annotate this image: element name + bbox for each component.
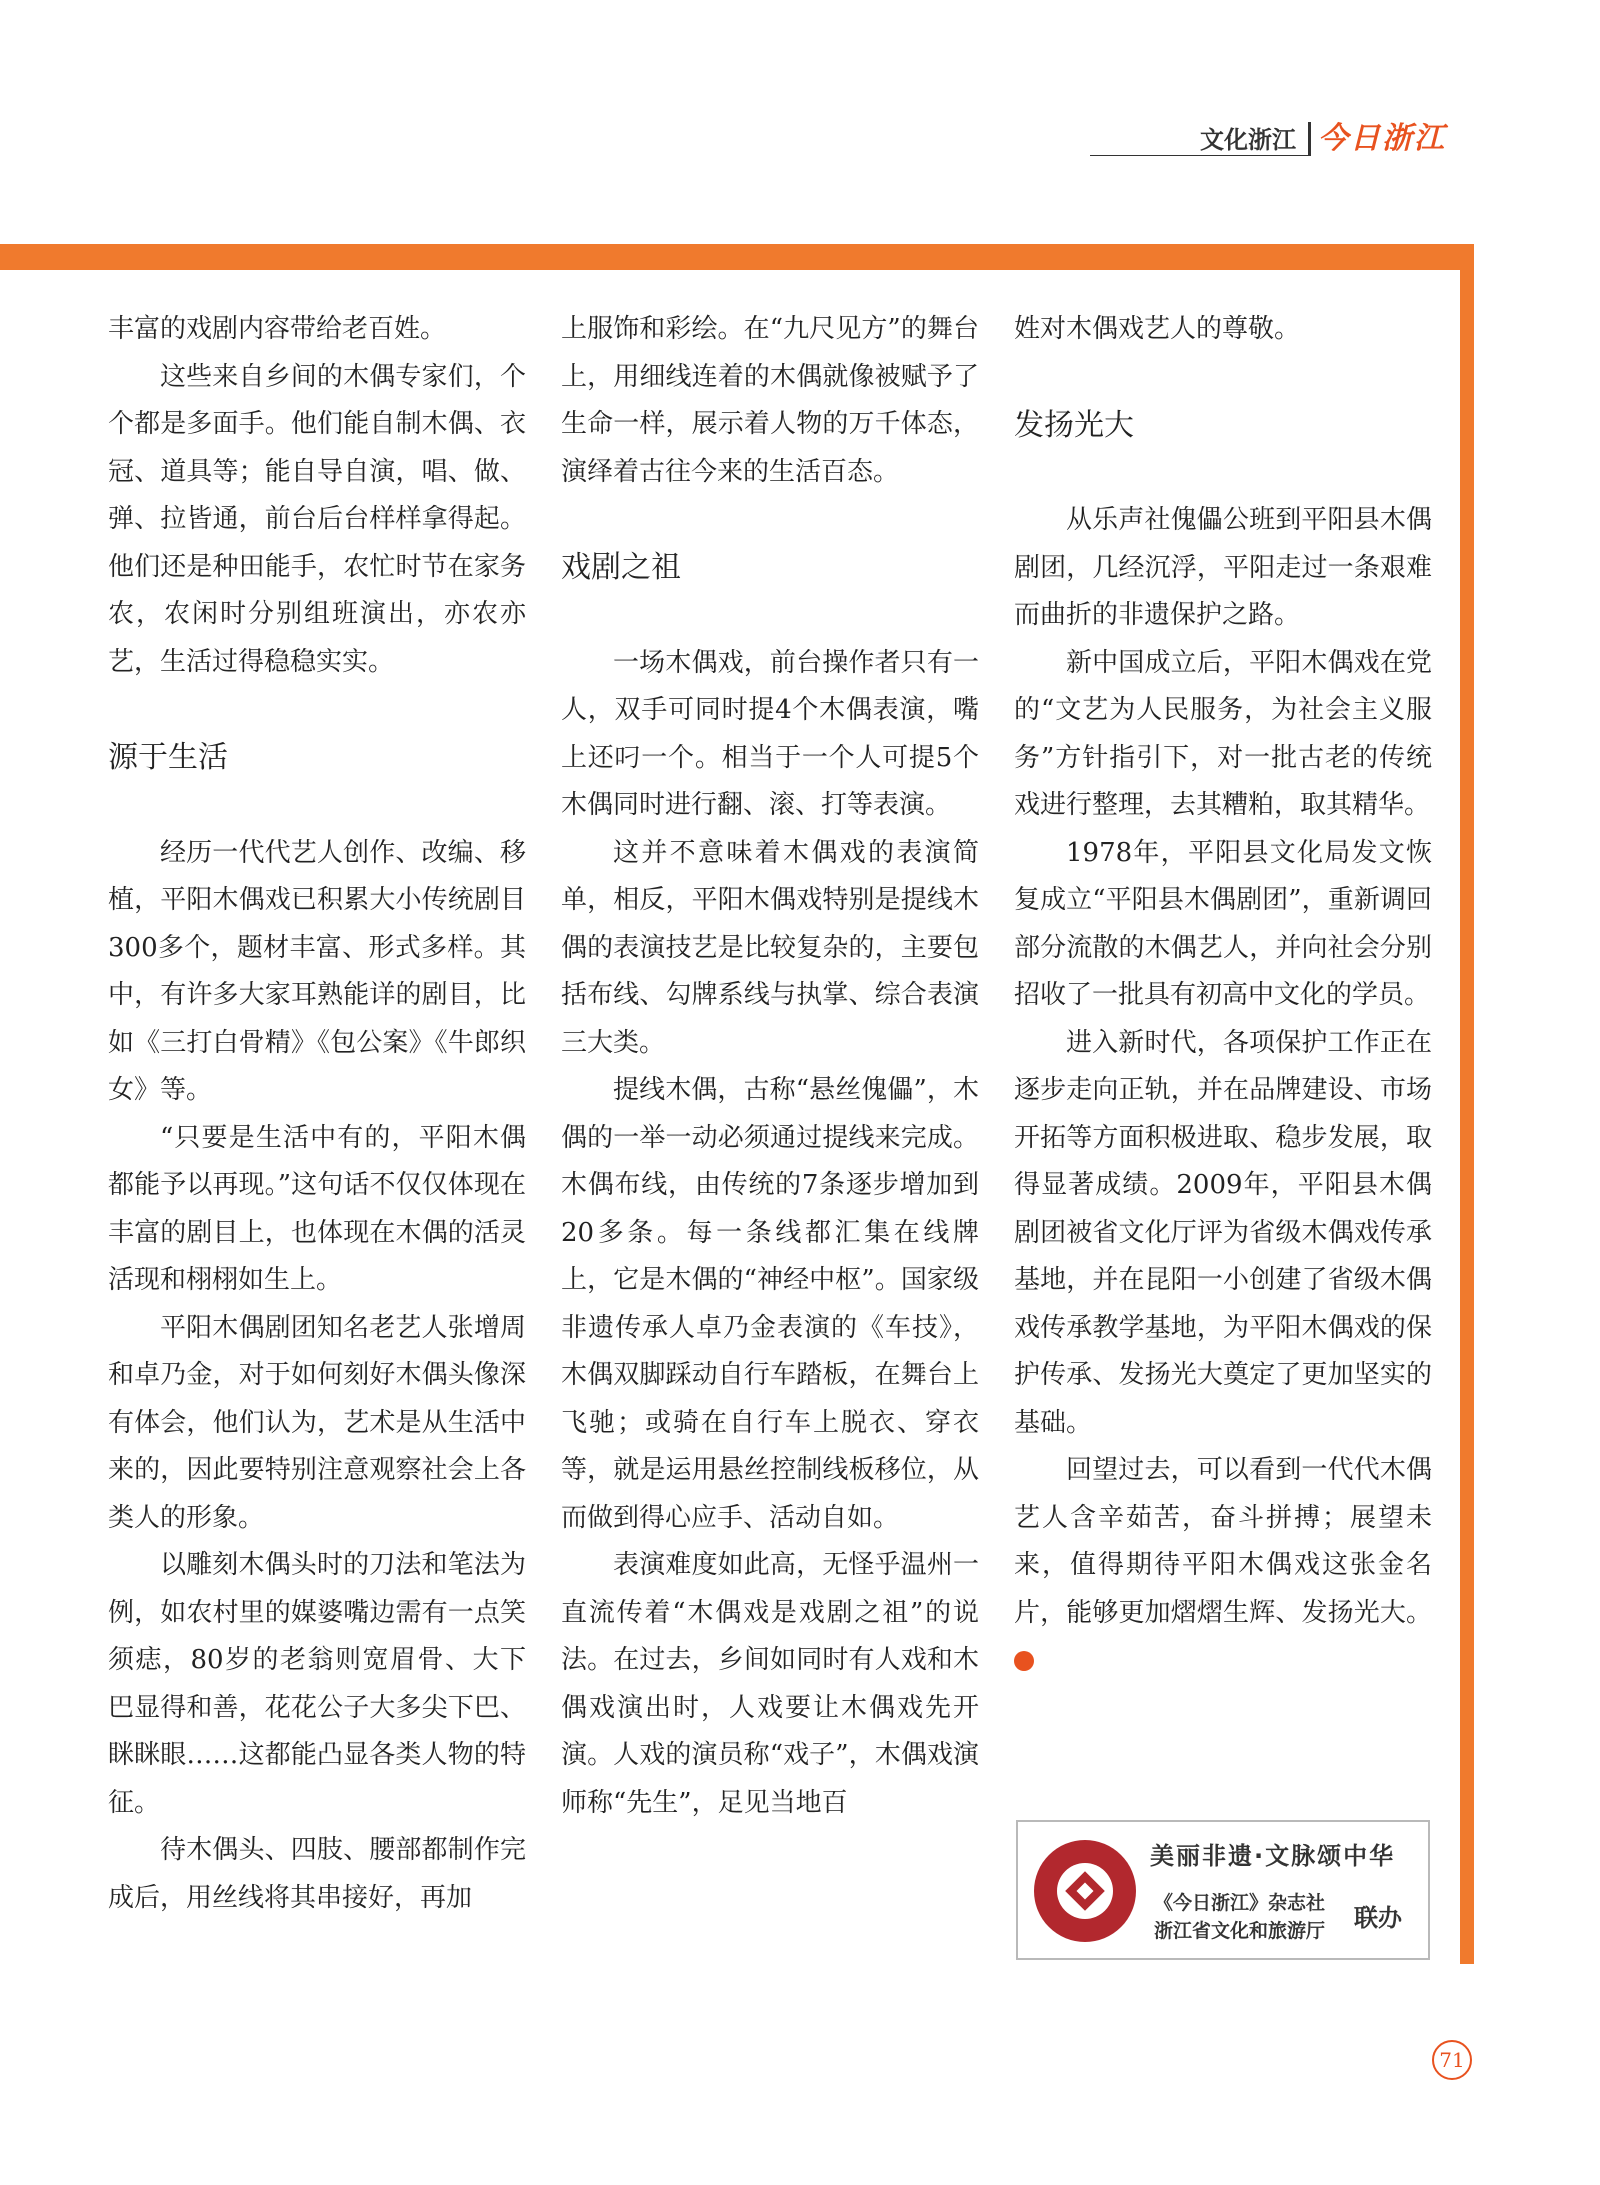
article-column-2 xyxy=(561,306,979,1827)
orange-side-band xyxy=(1460,244,1474,1964)
article-column-3 xyxy=(1014,306,1432,1685)
paragraph: 平阳木偶剧团知名老艺人张增周和卓乃金，对于如何刻好木偶头像深有体会，他们认为，艺术是从生活中来的，因此要特别注意观察社会上各类人的形象。 xyxy=(108,1312,526,1533)
sponsor-org-department: 浙江省文化和旅游厅 xyxy=(1154,1920,1326,1942)
paragraph: 丰富的戏剧内容带给老百姓。 xyxy=(108,314,447,344)
section-heading: 发扬光大 xyxy=(1014,407,1134,443)
paragraph: 待木偶头、四肢、腰部都制作完成后，用丝线将其串接好，再加 xyxy=(108,1835,526,1913)
paragraph: “只要是生活中有的，平阳木偶都能予以再现。”这句话不仅仅体现在丰富的剧目上，也体现在木偶的活灵活现和栩栩如生上。 xyxy=(108,1122,526,1295)
paragraph: 姓对木偶戏艺人的尊敬。 xyxy=(1014,314,1301,344)
paragraph: 一场木偶戏，前台操作者只有一人，双手可同时提4个木偶表演，嘴上还叼一个。相当于一个人可提5个木偶同时进行翻、滚、打等表演。 xyxy=(561,647,979,820)
sponsor-box xyxy=(1016,1820,1430,1960)
paragraph: 新中国成立后，平阳木偶戏在党的“文艺为人民服务，为社会主义服务”方针指引下，对一批古老的传统戏进行整理，去其糟粕，取其精华。 xyxy=(1014,647,1432,820)
paragraph: 从乐声社傀儡公班到平阳县木偶剧团，几经沉浮，平阳走过一条艰难而曲折的非遗保护之路。 xyxy=(1014,505,1432,630)
section-heading: 源于生活 xyxy=(108,740,228,775)
paragraph: 以雕刻木偶头时的刀法和笔法为例，如农村里的媒婆嘴边需有一点笑须痣，80岁的老翁则宽眉骨、大下巴显得和善，花花公子大多尖下巴、眯眯眼……这都能凸显各类人物的特征。 xyxy=(108,1550,526,1818)
paragraph: 1978年，平阳县文化局发文恢复成立“平阳县木偶剧团”，重新调回部分流散的木偶艺人，并向社会分别招收了一批具有初高中文化的学员。 xyxy=(1014,837,1432,1010)
paragraph xyxy=(1014,1447,1432,1685)
article-column-1 xyxy=(108,306,526,1922)
section-label: 文化浙江 xyxy=(1200,126,1296,154)
paragraph: 上服饰和彩绘。在“九尺见方”的舞台上，用细线连着的木偶就像被赋予了生命一样，展示着人物的万千体态，演绎着古往今来的生活百态。 xyxy=(561,314,979,487)
paragraph: 经历一代代艺人创作、改编、移植，平阳木偶戏已积累大小传统剧目300多个，题材丰富、形式多样。其中，有许多大家耳熟能详的剧目，比如《三打白骨精》《包公案》《牛郎织女》等。 xyxy=(108,837,526,1105)
magazine-logo: 今日浙江 xyxy=(1318,121,1446,156)
page-number: 71 xyxy=(1432,2040,1472,2080)
paragraph: 表演难度如此高，无怪乎温州一直流传着“木偶戏是戏剧之祖”的说法。在过去，乡间如同时有人戏和木偶戏演出时，人戏要让木偶戏先开演。人戏的演员称“戏子”，木偶戏演师称“先生”，足见当地百 xyxy=(561,1550,979,1818)
header-rule xyxy=(1090,155,1308,156)
sponsor-joint-label: 联办 xyxy=(1354,1904,1402,1932)
paragraph-text: 回望过去，可以看到一代代木偶艺人含辛茹苦，奋斗拼搏；展望未来，值得期待平阳木偶戏这张金名片，能够更加熠熠生辉、发扬光大。 xyxy=(1014,1455,1432,1628)
orange-top-band xyxy=(0,244,1474,270)
sponsor-org-magazine: 《今日浙江》杂志社 xyxy=(1154,1892,1326,1914)
sponsor-slogan: 美丽非遗·文脉颂中华 xyxy=(1150,1842,1396,1870)
end-mark-icon: 今 xyxy=(1014,1651,1034,1671)
heritage-emblem-icon xyxy=(1034,1840,1136,1942)
paragraph: 这些来自乡间的木偶专家们，个个都是多面手。他们能自制木偶、衣冠、道具等；能自导自演，唱、做、弹、拉皆通，前台后台样样拿得起。他们还是种田能手，农忙时节在家务农，农闲时分别组班演出，亦农亦艺，生活过得稳稳实实。 xyxy=(108,361,526,677)
section-heading: 戏剧之祖 xyxy=(561,550,681,585)
paragraph: 这并不意味着木偶戏的表演简单，相反，平阳木偶戏特别是提线木偶的表演技艺是比较复杂的，主要包括布线、勾牌系线与执掌、综合表演三大类。 xyxy=(561,837,979,1058)
header-divider xyxy=(1308,122,1311,156)
paragraph: 进入新时代，各项保护工作正在逐步走向正轨，并在品牌建设、市场开拓等方面积极进取、稳步发展，取得显著成绩。2009年，平阳县木偶剧团被省文化厅评为省级木偶戏传承基地，并在昆阳一小创建了省级木偶戏传承教学基地，为平阳木偶戏的保护传承、发扬光大奠定了更加坚实的基础。 xyxy=(1014,1027,1432,1438)
paragraph: 提线木偶，古称“悬丝傀儡”，木偶的一举一动必须通过提线来完成。木偶布线，由传统的7条逐步增加到20多条。每一条线都汇集在线牌上，它是木偶的“神经中枢”。国家级非遗传承人卓乃金表演的《车技》，木偶双脚踩动自行车踏板，在舞台上飞驰；或骑在自行车上脱衣、穿衣等，就是运用悬丝控制线板移位，从而做到得心应手、活动自如。 xyxy=(561,1075,979,1533)
